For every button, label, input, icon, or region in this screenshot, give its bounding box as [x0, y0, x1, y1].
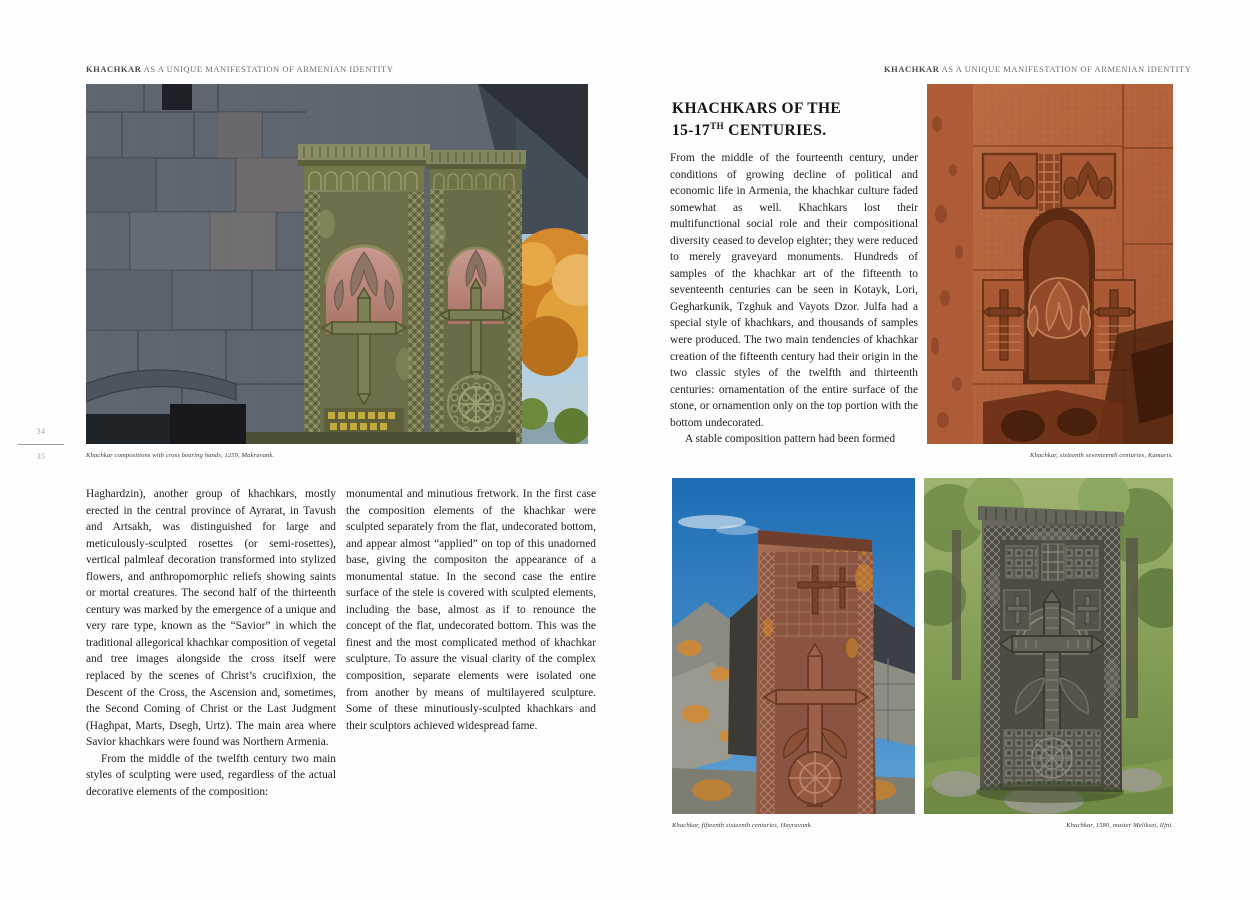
- paragraph: monumental and minutious fretwork. In the first case the composition elements of the khachkar were sculpted separately from the flat, undecorated bottom, and appear almost “applied” on top of this unadorned base, giving the compositon the appearance of a monumental statue. In the second case the entire surface of the stele is covered with sculpted elements, including the base, almost as if to renounce the concept of the flat, undecorated bottom. This was the finest and the most complicated method of khachkar sculpture. To assure the visual clarity of the complex composition, separate elements were isolated one from another by means of multilayered sculpture. Some of these minutiously-sculpted khachkars and their sculptors achieved widespread fame.: [346, 488, 596, 732]
- caption-makravank: Khachkar compositions with cross bearing hands, 1259, Makravank.: [86, 452, 275, 459]
- section-heading-ordinal-suffix: TH: [710, 121, 724, 132]
- khachkar-hayravank-photo: [672, 478, 915, 814]
- folio-divider: [18, 444, 64, 445]
- folio-left: 34: [36, 427, 46, 436]
- caption-kamaris: Khachkar, sixteenth seventeenth centuries, Kamaris.: [1030, 452, 1173, 459]
- section-heading-line2-main: 15-17: [672, 122, 711, 140]
- running-header-lead-right: KHACHKAR: [884, 64, 940, 74]
- paragraph: Haghardzin), another group of khachkars, mostly erected in the central province of Ayrarat, in Tavush and Artsakh, was distinguished for large and meticulously-sculpted rosettes (or semi-rosettes), vertical palmleaf decoration transformed into stylized flowers, and anthropomorphic reliefs showing saints or mortal creatures. The second half of the thirteenth century was marked by the emergence of a unique and very rare type, known as the “Savior” in which the traditional allegorical khachkar composition of vegetal and tree images alongside the cross itself were replaced by the scenes of Christ’s crucifixion, the Descent of the Cross, the Ascension and, sometimes, the Second Coming of Christ or the Last Judgment (Haghpat, Marts, Dsegh, Urtz). The main area where Savior khachkars were found was Northern Armenia.: [86, 488, 336, 749]
- paragraph: From the middle of the twelfth century two main styles of sculpting were used, regardless of the actual decorative elements of the composition:: [86, 752, 336, 798]
- body-column-right-page: [670, 150, 918, 448]
- body-column-left: [86, 486, 336, 800]
- paragraph: A stable composition pattern had been formed: [685, 433, 896, 446]
- body-column-middle: [346, 486, 596, 734]
- running-header-right: [884, 64, 1191, 74]
- section-heading-line1: KHACHKARS OF THE: [672, 100, 842, 118]
- khachkar-iljni-photo: [924, 478, 1173, 814]
- running-header-left: [86, 64, 393, 74]
- paragraph: From the middle of the fourteenth century, under conditions of growing decline of political and economic life in Armenia, the khachkar culture faded somewhat as well. Khachkars lost their multifunctional social role and their compositional diversity ceased to develop eighter; they were reduced to merely graveyard monuments. Hundreds of samples of the khachkar art of the fifteenth to seventeenth centuries can be seen in Kotayk, Lori, Gegharkunik, Tzghuk and Vayots Dzor. Julfa had a special style of khachkars, and thousands of samples were produced. The two main tendencies of khachkar creation of the fifteenth century had their origin in the two classic styles of the twelfth and thirteenth centuries: ornamentation of the entire surface of the stone, or ornamention only on the top portion with the bottom undecorated.: [670, 152, 918, 429]
- caption-iljni: Khachkar, 1580, master Melikset, Iljni.: [1066, 822, 1173, 829]
- khachkar-makravank-photo: [86, 84, 588, 444]
- running-header-lead-left: KHACHKAR: [86, 64, 142, 74]
- page-title: [672, 98, 912, 142]
- section-heading-line2-tail: CENTURIES.: [723, 122, 827, 140]
- running-header-rest-left: AS A UNIQUE MANIFESTATION OF ARMENIAN IDENTITY: [141, 64, 394, 74]
- running-header-rest-right: AS A UNIQUE MANIFESTATION OF ARMENIAN IDENTITY: [939, 64, 1192, 74]
- caption-hayravank: Khachkar, fifteenth sixteenth centuries, Hayravank.: [672, 822, 813, 829]
- khachkar-kamaris-photo: [927, 84, 1173, 444]
- folio-right: 35: [36, 452, 46, 461]
- folio-block: [18, 428, 64, 461]
